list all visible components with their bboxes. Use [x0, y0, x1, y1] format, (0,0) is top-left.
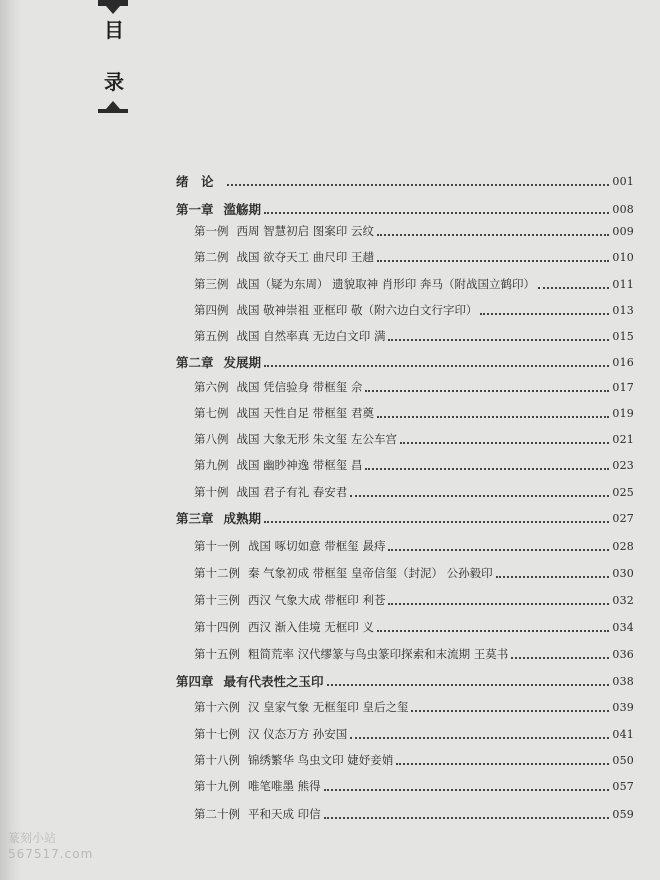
watermark-line-2: 567517.com	[8, 847, 94, 861]
toc-entry-title: 滥觞期	[223, 202, 262, 217]
toc-entry-label: 第五例	[194, 329, 229, 343]
toc-example-row	[194, 483, 634, 501]
toc-page-number: 011	[612, 277, 634, 291]
toc-example-row	[194, 456, 634, 474]
toc-leader-dots	[480, 312, 609, 315]
toc-page-number: 015	[612, 329, 634, 343]
toc-example-row	[194, 404, 634, 422]
toc-page-number: 017	[612, 380, 634, 394]
toc-page-number: 030	[612, 566, 634, 580]
toc-entry-title: 战国 敬神崇祖 亚框印 敬（附六边白文行字印）	[236, 303, 478, 317]
toc-page-number: 023	[612, 458, 634, 472]
toc-leader-dots	[538, 286, 609, 289]
toc-page-number: 059	[612, 807, 634, 821]
toc-leader-dots	[400, 441, 609, 444]
toc-entry-title: 汉 皇家气象 无框玺印 皇后之玺	[248, 700, 409, 714]
toc-example-row	[194, 777, 634, 795]
toc-entry-label: 第四章	[176, 674, 214, 689]
toc-example-row	[194, 564, 634, 582]
toc-example-row	[194, 275, 634, 293]
toc-entry-label: 第十二例	[194, 566, 240, 580]
toc-leader-dots	[324, 816, 610, 819]
toc-entry-label: 第十四例	[194, 620, 240, 634]
toc-page-number: 001	[612, 174, 634, 188]
toc-entry-title: 战国 啄切如意 带框玺 晸痔	[248, 539, 386, 553]
toc-entry-label: 第三章	[176, 511, 214, 526]
toc-chapter-row	[176, 353, 634, 371]
toc-entry-title: 平和天成 印信	[248, 807, 321, 821]
title-char-mu: 目	[104, 18, 124, 42]
toc-page-number: 057	[612, 779, 634, 793]
toc-entry-label: 第十六例	[194, 700, 240, 714]
toc-entry-label: 第十七例	[194, 727, 240, 741]
toc-example-row	[194, 248, 634, 266]
toc-leader-dots	[264, 211, 609, 214]
toc-entry-label: 绪 论	[176, 174, 214, 189]
watermark	[8, 830, 93, 862]
toc-entry-title: 战国 自然率真 无边白文印 满	[236, 329, 386, 343]
toc-page-number: 019	[612, 406, 634, 420]
toc-entry-title: 发展期	[223, 355, 262, 370]
toc-entry-title: 秦 气象初成 带框玺 皇帝信玺（封泥） 公孙毅印	[248, 566, 493, 580]
toc-entry-label: 第十八例	[194, 753, 240, 767]
toc-page-number: 016	[612, 355, 634, 369]
toc-example-row	[194, 698, 634, 716]
toc-leader-dots	[388, 338, 609, 341]
toc-entry-title: 西周 智慧初启 图案印 云纹	[236, 224, 374, 238]
toc-page-number: 010	[612, 250, 634, 264]
toc-leader-dots	[396, 762, 609, 765]
toc-page-number: 025	[612, 485, 634, 499]
toc-entry-title: 战国 欲夺天工 曲尺印 王趞	[236, 250, 374, 264]
toc-example-row	[194, 222, 634, 240]
toc-chapter-row	[176, 509, 634, 527]
toc-leader-dots	[388, 548, 609, 551]
toc-entry-title: 西汉 气象大成 带框印 利苍	[248, 593, 386, 607]
toc-entry-label: 第四例	[194, 303, 229, 317]
toc-entry-label: 第八例	[194, 432, 229, 446]
toc-example-row	[194, 301, 634, 319]
toc-leader-dots	[377, 233, 609, 236]
toc-entry-label: 第二章	[176, 355, 214, 370]
toc-example-row	[194, 430, 634, 448]
toc-entry-label: 第一例	[194, 224, 229, 238]
toc-leader-dots	[324, 788, 610, 791]
toc-leader-dots	[377, 629, 609, 632]
toc-example-row	[194, 327, 634, 345]
toc-entry-title: 成熟期	[223, 511, 262, 526]
toc-entry-title: 锦绣繁华 鸟虫文印 婕妤妾娋	[248, 753, 394, 767]
toc-leader-dots	[365, 467, 609, 470]
toc-entry-title: 战国 大象无形 朱文玺 左公车宫	[236, 432, 397, 446]
toc-leader-dots	[365, 389, 609, 392]
toc-entry-label: 第十九例	[194, 779, 240, 793]
toc-page-number: 041	[612, 727, 634, 741]
toc-example-row	[194, 725, 634, 743]
toc-entry-title: 粗简荒率 汉代缪篆与鸟虫篆印探索和末流期 王莫书	[248, 647, 509, 661]
toc-page-number: 036	[612, 647, 634, 661]
toc-entry-label: 第一章	[176, 202, 214, 217]
toc-leader-dots	[264, 364, 609, 367]
toc-leader-dots	[511, 656, 609, 659]
toc-leader-dots	[350, 736, 609, 739]
toc-page-number: 009	[612, 224, 634, 238]
toc-entry-title: 唯笔唯墨 熊得	[248, 779, 321, 793]
toc-entry-title: 战国 君子有礼 春安君	[236, 485, 348, 499]
toc-leader-dots	[264, 520, 609, 523]
title-char-lu: 录	[104, 70, 124, 94]
toc-entry-title: 战国 天性自足 带框玺 君奠	[236, 406, 374, 420]
toc-entry-label: 第十例	[194, 485, 229, 499]
toc-entry-label: 第九例	[194, 458, 229, 472]
toc-page-number: 027	[612, 511, 634, 525]
toc-entry-title: 战国（疑为东周） 遗貌取神 肖形印 奔马（附战国立鹤印）	[236, 277, 535, 291]
toc-leader-dots	[350, 494, 609, 497]
toc-entry-label: 第二十例	[194, 807, 240, 821]
toc-leader-dots	[377, 415, 609, 418]
toc-chapter-row	[176, 200, 634, 218]
toc-entry-label: 第七例	[194, 406, 229, 420]
toc-leader-dots	[327, 683, 610, 686]
toc-entry-label: 第二例	[194, 250, 229, 264]
toc-page-number: 028	[612, 539, 634, 553]
toc-example-row	[194, 751, 634, 769]
toc-entry-label: 第三例	[194, 277, 229, 291]
toc-page-number: 013	[612, 303, 634, 317]
toc-entry-label: 第十五例	[194, 647, 240, 661]
toc-page-number: 038	[612, 674, 634, 688]
toc-leader-dots	[411, 709, 609, 712]
toc-leader-dots	[377, 259, 609, 262]
toc-entry-title: 战国 幽眇神逸 带框玺 昌	[236, 458, 363, 472]
toc-entry-label: 第六例	[194, 380, 229, 394]
toc-page-number: 021	[612, 432, 634, 446]
toc-entry-title: 最有代表性之玉印	[223, 674, 324, 689]
toc-example-row	[194, 537, 634, 555]
toc-example-row	[194, 591, 634, 609]
toc-example-row	[194, 645, 634, 663]
toc-entry-label: 第十三例	[194, 593, 240, 607]
toc-page-number: 032	[612, 593, 634, 607]
toc-entry-title: 西汉 渐入佳境 无框印 义	[248, 620, 374, 634]
toc-page-number: 039	[612, 700, 634, 714]
toc-entry-title: 战国 凭信验身 带框玺 佘	[236, 380, 363, 394]
toc-leader-dots	[496, 575, 610, 578]
toc-example-row	[194, 805, 634, 823]
toc-entry-title: 汉 仪态万方 孙安国	[248, 727, 348, 741]
toc-chapter-row	[176, 172, 634, 190]
toc-leader-dots	[227, 183, 610, 186]
toc-example-row	[194, 618, 634, 636]
toc-chapter-row	[176, 672, 634, 690]
toc-page-number: 008	[612, 202, 634, 216]
toc-entry-label: 第十一例	[194, 539, 240, 553]
toc-example-row	[194, 378, 634, 396]
toc-leader-dots	[388, 602, 609, 605]
watermark-line-1: 篆刻小站	[8, 831, 57, 845]
toc-page-number: 034	[612, 620, 634, 634]
toc-page-number: 050	[612, 753, 634, 767]
